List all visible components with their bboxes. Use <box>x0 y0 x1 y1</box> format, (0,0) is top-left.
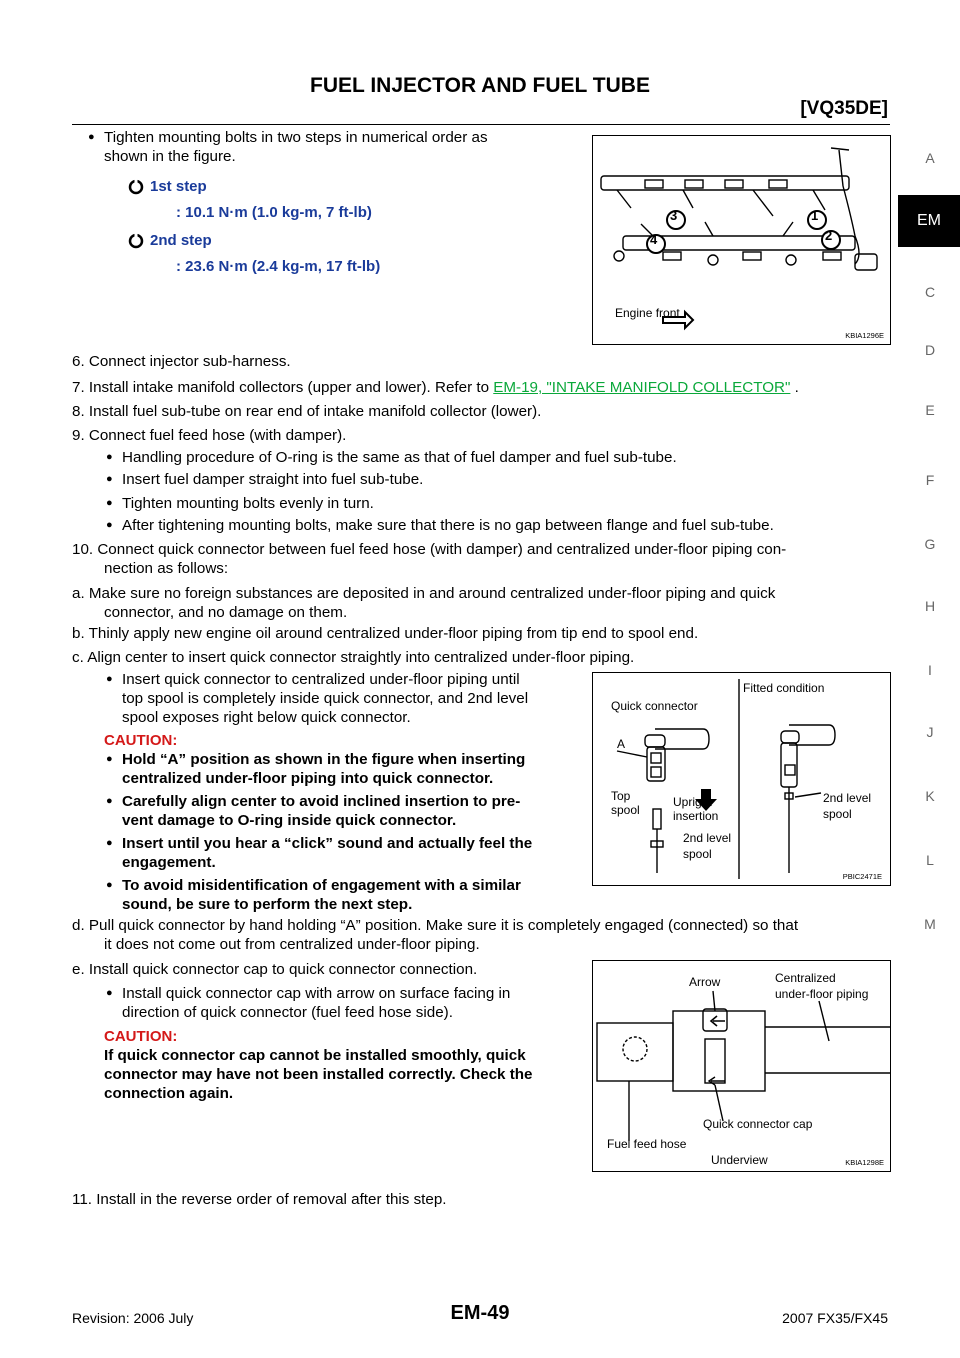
step-6: 6. Connect injector sub-harness. <box>72 353 291 370</box>
label-spool: spool <box>611 803 640 817</box>
bullet-gap: ● After tightening mounting bolts, make sure that there is no gap between flange and fuel sub-tube. <box>122 516 774 535</box>
step-7 <box>72 378 799 397</box>
text-line: spool exposes right below quick connector. <box>122 709 411 726</box>
text-line: connector, and no damage on them. <box>104 604 348 621</box>
text-line: sound, be sure to perform the next step. <box>122 896 413 913</box>
text-line: 10. Connect quick connector between fuel feed hose (with damper) and centralized under-floor piping con- <box>72 541 787 558</box>
text-line: direction of quick connector (fuel feed hose side). <box>122 1004 453 1021</box>
step-e: e. Install quick connector cap to quick connector connection. <box>72 961 478 978</box>
bullet-bolts: ● Tighten mounting bolts evenly in turn. <box>122 494 374 513</box>
text-line: vent damage to O-ring inside quick connector. <box>122 812 457 829</box>
text-line: To avoid misidentification of engagement with a similar <box>122 877 521 894</box>
index-letter-m[interactable]: M <box>924 916 936 932</box>
reference-link[interactable]: EM-19, "INTAKE MANIFOLD COLLECTOR" <box>493 379 791 396</box>
label-underview: Underview <box>711 1153 768 1167</box>
bullet-damper: ● Insert fuel damper straight into fuel sub-tube. <box>122 470 423 489</box>
step-label: 2nd step <box>150 232 212 249</box>
figure-code: KBIA1296E <box>845 331 884 340</box>
text-line: top spool is completely inside quick connector, and 2nd level <box>122 690 529 707</box>
text-line: Hold “A” position as shown in the figure when inserting <box>122 751 526 768</box>
text-line: 7. Install intake manifold collectors (upper and lower). Refer to <box>72 379 490 396</box>
label-insertion: insertion <box>673 809 719 823</box>
figure-fuel-tube-bolt-order <box>592 135 891 345</box>
text-line: connector may have not been installed correctly. Check the <box>104 1066 533 1083</box>
label-arrow: Arrow <box>689 975 721 989</box>
index-letter-i[interactable]: I <box>928 662 932 678</box>
label-a: A <box>617 737 626 751</box>
figure-quick-connector-insertion <box>592 672 891 886</box>
text-line: connection again. <box>104 1085 234 1102</box>
figure-code: KBIA1298E <box>845 1158 884 1167</box>
engine-front-label: Engine front <box>615 306 680 320</box>
bolt-number-4: 4 <box>650 232 658 247</box>
index-letter-f[interactable]: F <box>925 472 935 488</box>
caution-heading: CAUTION: <box>104 1028 178 1045</box>
text-line: Insert quick connector to centralized under-floor piping until <box>122 671 520 688</box>
caution-item-sound <box>122 876 521 914</box>
index-letter-k[interactable]: K <box>925 788 935 804</box>
index-letter-e[interactable]: E <box>925 402 935 418</box>
index-letter-d[interactable]: D <box>924 342 936 358</box>
figure-code: PBIC2471E <box>842 872 882 881</box>
step-a <box>72 584 775 622</box>
text-line: Insert until you hear a “click” sound and actually feel the <box>122 835 533 852</box>
text-line: Carefully align center to avoid inclined insertion to pre- <box>122 793 521 810</box>
engine-code: [VQ35DE] <box>800 98 888 119</box>
torque-step-1-value: : 10.1 N·m (1.0 kg-m, 7 ft-lb) <box>176 204 372 221</box>
step-11: 11. Install in the reverse order of removal after this step. <box>72 1191 447 1208</box>
label-spool-right: spool <box>823 807 852 821</box>
torque-step-1 <box>128 178 207 195</box>
text-line: nection as follows: <box>104 560 229 577</box>
step-9: 9. Connect fuel feed hose (with damper). <box>72 427 347 444</box>
label-2nd-level-right: 2nd level <box>823 791 872 805</box>
bolt-number-2: 2 <box>825 228 833 243</box>
caution-cap-note <box>104 1046 532 1103</box>
step-b: b. Thinly apply new engine oil around centralized under-floor piping from tip end to spool end. <box>72 625 699 642</box>
caution-item-click <box>122 834 532 872</box>
step-d <box>72 916 798 954</box>
page-title: FUEL INJECTOR AND FUEL TUBE <box>310 74 650 97</box>
label-spool-left: spool <box>683 847 712 861</box>
index-letter-c[interactable]: C <box>924 284 936 300</box>
label-fuel-feed-hose: Fuel feed hose <box>607 1137 687 1151</box>
index-letter-a[interactable]: A <box>925 150 935 166</box>
step-8: 8. Install fuel sub-tube on rear end of intake manifold collector (lower). <box>72 403 542 420</box>
caution-item-align <box>122 792 520 830</box>
label-centralized: Centralized <box>775 971 836 985</box>
text-line: If quick connector cap cannot be installed smoothly, quick <box>104 1047 526 1064</box>
caution-item-hold <box>122 750 525 788</box>
caution-heading: CAUTION: <box>104 732 178 749</box>
text-line: it does not come out from centralized under-floor piping. <box>104 936 480 953</box>
bullet-cap <box>122 984 510 1022</box>
label-2nd-level-left: 2nd level <box>683 831 732 845</box>
step-c: c. Align center to insert quick connector straightly into centralized under-floor piping. <box>72 649 635 666</box>
bolt-number-3: 3 <box>670 208 678 223</box>
bullet-insert <box>122 670 528 727</box>
header-rule <box>72 124 890 125</box>
label-cap: Quick connector cap <box>703 1117 813 1131</box>
label-quick-connector: Quick connector <box>611 699 698 713</box>
index-letter-h[interactable]: H <box>924 598 936 614</box>
step-10 <box>72 540 890 578</box>
footer-model: 2007 FX35/FX45 <box>782 1310 888 1326</box>
text-line: . <box>794 379 799 396</box>
label-fitted-condition: Fitted condition <box>743 681 825 695</box>
bolt-number-1: 1 <box>811 208 819 223</box>
text-line: engagement. <box>122 854 216 871</box>
figure-quick-connector-cap <box>592 960 891 1172</box>
torque-step-2-value: : 23.6 N·m (2.4 kg-m, 17 ft-lb) <box>176 258 381 275</box>
index-letter-j[interactable]: J <box>926 724 934 740</box>
torque-step-2 <box>128 232 212 249</box>
active-section-tab[interactable]: EM <box>898 195 960 247</box>
label-underfloor: under-floor piping <box>775 987 869 1001</box>
label-top: Top <box>611 789 631 803</box>
text-line: Install quick connector cap with arrow on surface facing in <box>122 985 511 1002</box>
index-letter-l[interactable]: L <box>926 852 934 868</box>
torque-wrench-icon <box>128 179 144 195</box>
footer-revision: Revision: 2006 July <box>72 1310 194 1326</box>
text-line: d. Pull quick connector by hand holding “A” position. Make sure it is completely engaged (connected) so that <box>72 917 799 934</box>
text-line: Tighten mounting bolts in two steps in numerical order as <box>104 129 488 146</box>
text-line: centralized under-floor piping into quick connector. <box>122 770 494 787</box>
page-number: EM-49 <box>450 1302 510 1324</box>
bullet-oring: ● Handling procedure of O-ring is the same as that of fuel damper and fuel sub-tube. <box>122 448 677 467</box>
text-line: shown in the figure. <box>104 148 236 165</box>
bullet-tighten <box>104 128 488 166</box>
step-label: 1st step <box>150 178 207 195</box>
index-letter-g[interactable]: G <box>924 536 936 552</box>
text-line: a. Make sure no foreign substances are deposited in and around centralized under-floor piping and quick <box>72 585 776 602</box>
label-upright: Upright <box>673 795 712 809</box>
torque-wrench-icon <box>128 233 144 249</box>
